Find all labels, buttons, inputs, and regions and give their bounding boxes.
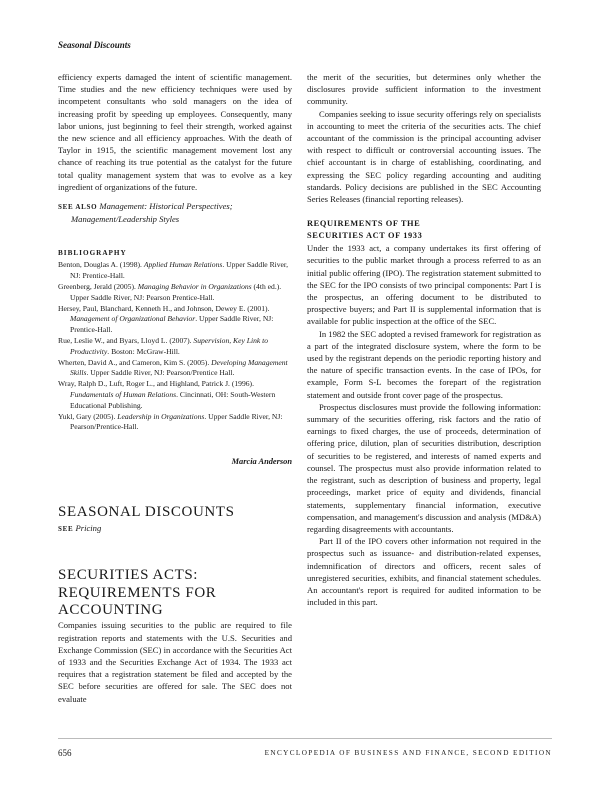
paragraph: Companies seeking to issue security offerings rely on specialists in accounting to meet the criteria of the securities acts. The chief accountant of the commission is the principal accounting adviser with respect to difficult or controversial accounting issues. The chief accountant is in charge of establishing, coordinating, and expressing the SEC policy regarding accounting and auditing standards. Policy decisions are published in the SEC Accounting Series Releases (financial reporting releases).: [307, 108, 541, 205]
bibliography-entry: Wray, Ralph D., Luft, Roger L., and Highland, Patrick J. (1996). Fundamentals of Human Relations. Cincinnati, OH: South-Western Educational Publishing.: [58, 379, 276, 410]
bibliography-entry: Greenberg, Jerald (2005). Managing Behavior in Organizations (4th ed.). Upper Saddle River, NJ: Pearson Prentice-Hall.: [58, 282, 282, 302]
see-also-text: Management: Historical Perspectives; Management/Leadership Styles: [71, 201, 233, 225]
see-also-line: [58, 200, 292, 225]
securities-acts-title: [58, 567, 292, 619]
bibliography-entry: Benton, Douglas A. (1998). Applied Human Relations. Upper Saddle River, NJ: Prentice-Hall.: [58, 260, 289, 281]
paragraph: Part II of the IPO covers other information not required in the prospectus such as issuance- and distribution-related expenses, indemnification of directors and officers, recent sales of unregistered securities, exhibits, and financial statement schedules. An accountant's report is required for audited information to be included in this part.: [307, 536, 541, 608]
paragraph: In 1982 the SEC adopted a revised framework for registration as a part of the integrated disclosure system, where the form to be used by the registrant depends on the periodic reporting history and the nature of specific transaction events. In the case of IPOs, for example, Form S-L becomes the forepart of the registration statement and outside front cover page of the prospectus.: [307, 328, 541, 400]
securities-title-line: ACCOUNTING: [58, 602, 164, 618]
seasonal-discounts-title: SEASONAL DISCOUNTS: [58, 504, 235, 521]
bibliography-entry: Rue, Leslie W., and Byars, Lloyd L. (2007). Supervision, Key Link to Productivity. Boston: McGraw-Hill.: [58, 336, 269, 356]
paragraph: Prospectus disclosures must provide the following information: summary of the securities offering, risk factors and the ratio of earnings to fixed charges, the use of proceeds, determination of offering price, dilution, plan of securities distribution, description of securities to be registered, and interests of named experts and counsel. The prospectus must also provide information related to the registrant, such as description of business and property, legal proceedings, market price of equity and dividends, financial statements, supplementary financial information, executive compensation, and management's discussion and analysis (MD&A) regarding disagreements with accountants.: [307, 401, 541, 534]
paragraph: Under the 1933 act, a company undertakes its first offering of securities to the public market through a process referred to as an initial public offering (IPO). The registration statement submitted to the SEC for the IPO consists of two principal components: Part I is the prospectus, an offering document to be distributed to prospective buyers; and Part II is supplemental information that is available for public inspection at the office of the SEC.: [307, 243, 541, 327]
securities-title-line: REQUIREMENTS FOR: [58, 584, 217, 601]
paragraph: the merit of the securities, but determines only whether the disclosures provide sufficient information to the investment community.: [307, 72, 541, 107]
see-also-label: SEE ALSO: [58, 203, 98, 212]
continuation-paragraph: efficiency experts damaged the intent of scientific management. Time studies and the new efficiency techniques were used by incompetent consultants who sold managers on the idea of increasing profit by speeding up employees. Consequently, many labor unions, just beginning to feel their strength, worked against the new science and all efficiency approaches. With the death of Taylor in 1915, the scientific management movement lost any chance of reaching its true potential as the catalyst for the future total quality management system that was to evolve as a key ingredient of organizations of the future.: [58, 72, 292, 192]
see-label: SEE: [58, 525, 74, 534]
seasonal-see-line: [58, 523, 292, 533]
bibliography-entry: Yukl, Gary (2005). Leadership in Organizations. Upper Saddle River, NJ: Pearson/Prentice-Hall.: [58, 411, 283, 432]
section-heading: REQUIREMENTS OF THE SECURITIES ACT OF 1933: [307, 219, 423, 241]
right-column: [307, 71, 541, 608]
bibliography-heading: BIBLIOGRAPHY: [58, 249, 127, 258]
page-number: 656: [58, 748, 72, 758]
securities-intro-paragraph: Companies issuing securities to the public are required to file registration reports and statements with the U.S. Securities and Exchange Commission (SEC) in accordance with the Securities Act of 1933 and the Securities Exchange Act of 1934. The 1933 act requires that a registration statement be filed and accepted by the SEC before securities are offered for sale. The SEC does not evaluate: [58, 620, 292, 704]
footer-rule: [58, 738, 552, 739]
see-pricing-link[interactable]: Pricing: [75, 523, 102, 534]
running-head: Seasonal Discounts: [58, 40, 131, 50]
bibliography-entry: Wherten, David A., and Cameron, Kim S. (2005). Developing Management Skills. Upper Saddle River, NJ: Pearson/Prentice Hall.: [58, 357, 288, 378]
author-signature: Marcia Anderson: [231, 457, 292, 467]
left-column: [58, 71, 292, 705]
publication-title: ENCYCLOPEDIA OF BUSINESS AND FINANCE, SECOND EDITION: [264, 749, 552, 757]
bibliography-entry: Hersey, Paul, Blanchard, Kenneth H., and Johnson, Dewey E. (2001). Management of Organizational Behavior. Upper Saddle River, NJ: Prentice-Hall.: [58, 303, 274, 335]
securities-title-line: SECURITIES ACTS:: [58, 567, 199, 584]
